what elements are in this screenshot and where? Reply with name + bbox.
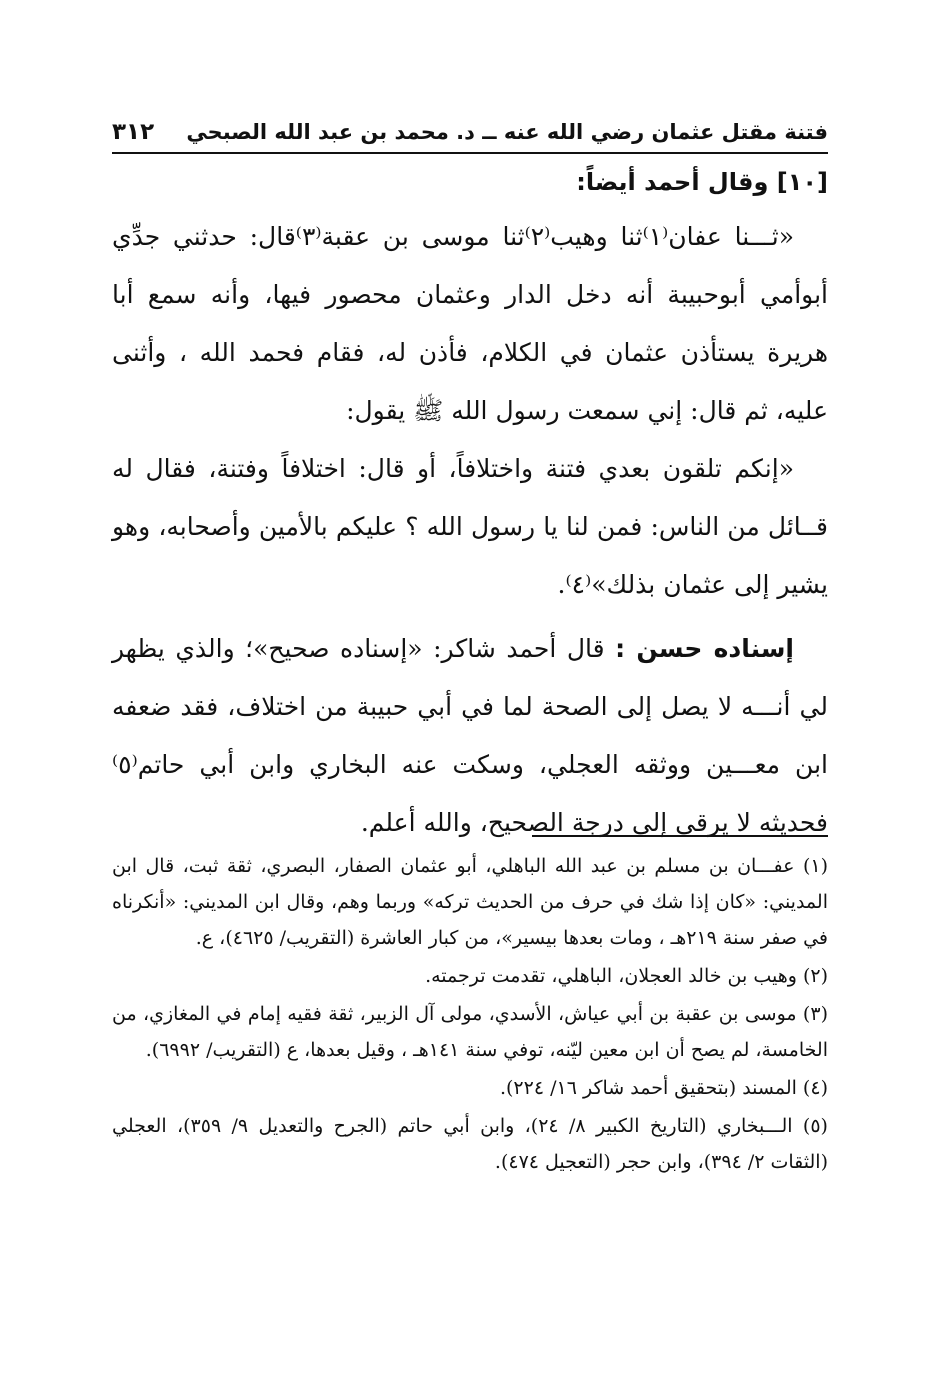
assessment-text: قال أحمد شاكر: «إسناده صحيح»؛ والذي يظهر لي أنـــه لا يصل إلى الصحة لما في أبي حبيبة من اختلاف، فقد ضعفه ابن معـــين ووثقه العجلي، وسكت عنه البخاري وابن أبي حاتم⁽٥⁾فحديثه لا يرقى إلى درجة الصحيح، والله أعلم. bbox=[112, 634, 828, 837]
footnote-2: (٢) وهيب بن خالد العجلان، الباهلي، تقدمت ترجمته. bbox=[425, 965, 828, 987]
running-header bbox=[112, 112, 828, 152]
assessment-lead: إسناده حسن : bbox=[615, 634, 794, 663]
hadith-chain-paragraph: «ثـــنا عفان⁽١⁾ثنا وهيب⁽٢⁾ثنا موسى بن عقبة⁽٣⁾قال: حدثني جدِّي أبوأمي أبوحبيبة أنه دخل الدار وعثمان محصور فيها، وأنه سمع أبا هريرة يستأذن عثمان في الكلام، فأذن له، فقام فحمد الله ، وأثنى عليه، ثم قال: إني سمعت رسول الله ﷺ يقول: bbox=[112, 222, 829, 425]
footnote-5: (٥) الـــبخاري (التاريخ الكبير ٨/ ٢٤)، وابن أبي حاتم (الجرح والتعديل ٩/ ٣٥٩)، العجلي (الثقات ٢/ ٣٩٤)، وابن حجر (التعجيل ٤٧٤). bbox=[112, 1115, 828, 1173]
footnote-rule bbox=[532, 835, 828, 837]
main-text bbox=[112, 160, 828, 852]
section-heading: [١٠] وقال أحمد أيضاً: bbox=[576, 168, 828, 196]
footnote-4: (٤) المسند (بتحقيق أحمد شاكر ١٦/ ٢٢٤). bbox=[499, 1077, 828, 1099]
footnote-3: (٣) موسى بن عقبة بن أبي عياش، الأسدي، مولى آل الزبير، ثقة فقيه إمام في المغازي، من الخامسة، لم يصح أن ابن معين ليّنه، توفي سنة ١٤١هـ ، وقيل بعدها، ع (التقريب/ ٦٩٩٢). bbox=[112, 1003, 828, 1061]
header-rule bbox=[112, 152, 828, 154]
running-title: فتنة مقتل عثمان رضي الله عنه ــ د. محمد بن عبد الله الصبحي bbox=[186, 120, 828, 144]
footnote-1: (١) عفـــان بن مسلم بن عبد الله الباهلي، أبو عثمان الصفار، البصري، ثقة ثبت، قال ابن المديني: «كان إذا شك في حرف من الحديث تركه» وربما وهم، وقال ابن المديني: «أنكرناه في صفر سنة ٢١٩هـ ، ومات بعدها بيسير»، من كبار العاشرة (التقريب/ ٤٦٢٥)، ع. bbox=[112, 855, 828, 949]
page-number: ٣١٢ bbox=[112, 119, 155, 145]
assessment-paragraph bbox=[112, 620, 828, 852]
footnotes bbox=[112, 848, 828, 1182]
hadith-text-paragraph: «إنكم تلقون بعدي فتنة واختلافاً، أو قال: اختلافاً وفتنة، فقال له قــائل من الناس: فمن لنا يا رسول الله ؟ عليكم بالأمين وأصحابه، وهو يشير إلى عثمان بذلك»⁽٤⁾. bbox=[112, 454, 828, 599]
